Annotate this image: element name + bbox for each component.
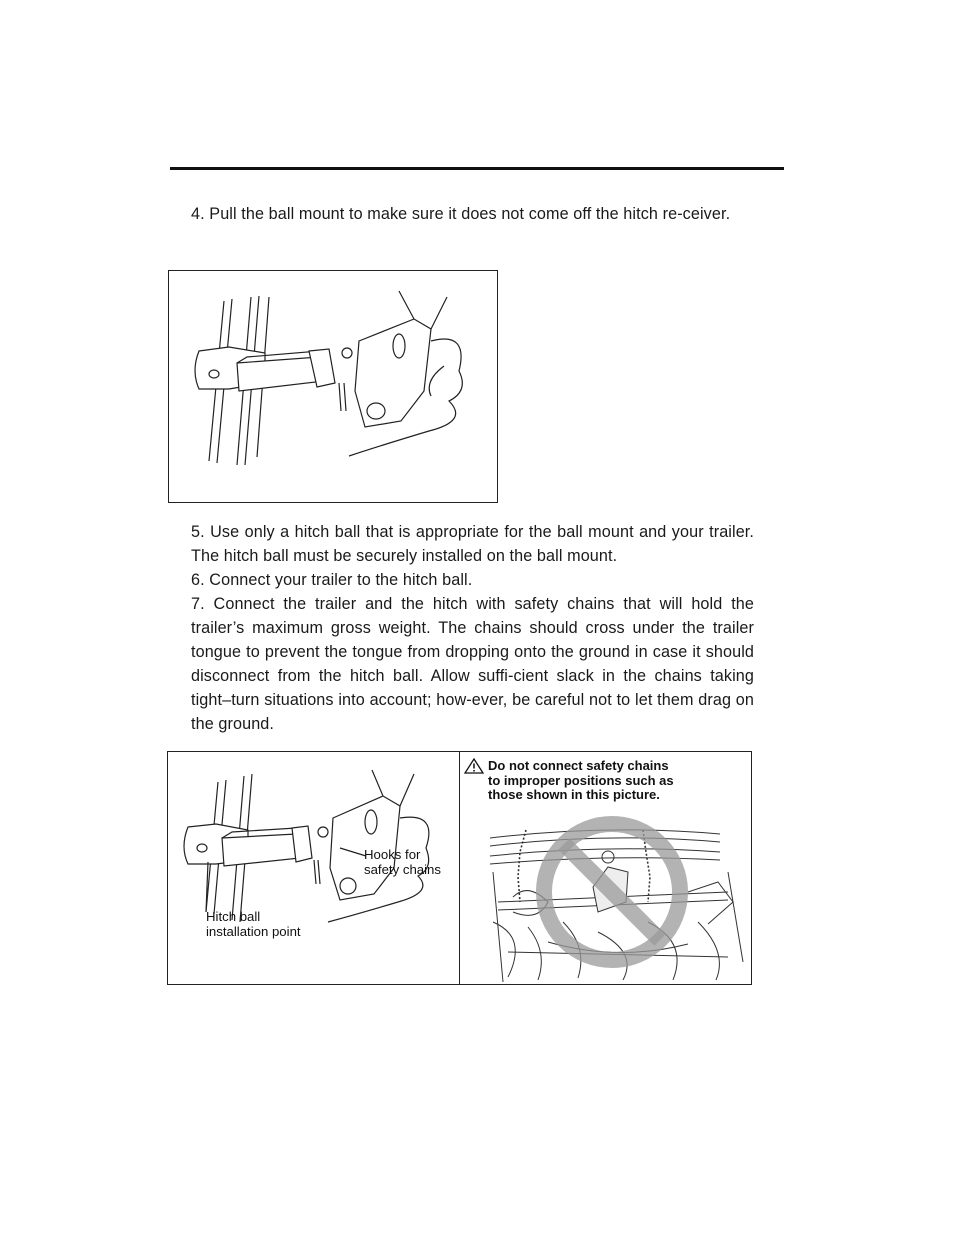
hitch-ball-label: Hitch ball installation point	[206, 909, 301, 939]
hooks-label: Hooks for safety chains	[364, 847, 441, 877]
ball-mount-pull-figure	[168, 270, 498, 503]
header-rule	[170, 167, 784, 170]
warning-text: Do not connect safety chains to improper positions such as those shown in this picture.	[488, 758, 674, 802]
step-7-text: 7. Connect the trailer and the hitch with safety chains that will hold the trailer’s maximum gross weight. The chains should cross under the trailer tongue to prevent the tongue from dropping onto the ground in case it should disconnect from the hitch ball. Allow suffi-cient slack in the chains taking tight–turn situations into account; how-ever, be careful not to let them drag on the ground.	[191, 595, 754, 733]
prohibited-sign-icon	[544, 824, 680, 960]
step-6-text: 6. Connect your trailer to the hitch ball.	[191, 571, 473, 589]
ball-mount-illustration	[169, 271, 499, 504]
step-4-text: 4. Pull the ball mount to make sure it does not come off the hitch re-ceiver.	[191, 205, 731, 223]
safety-chain-figure	[167, 751, 752, 985]
step-5-text: 5. Use only a hitch ball that is appropriate for the ball mount and your trailer. The hitch ball must be securely installed on the ball mount.	[191, 523, 754, 565]
undercarriage-illustration	[168, 752, 753, 986]
